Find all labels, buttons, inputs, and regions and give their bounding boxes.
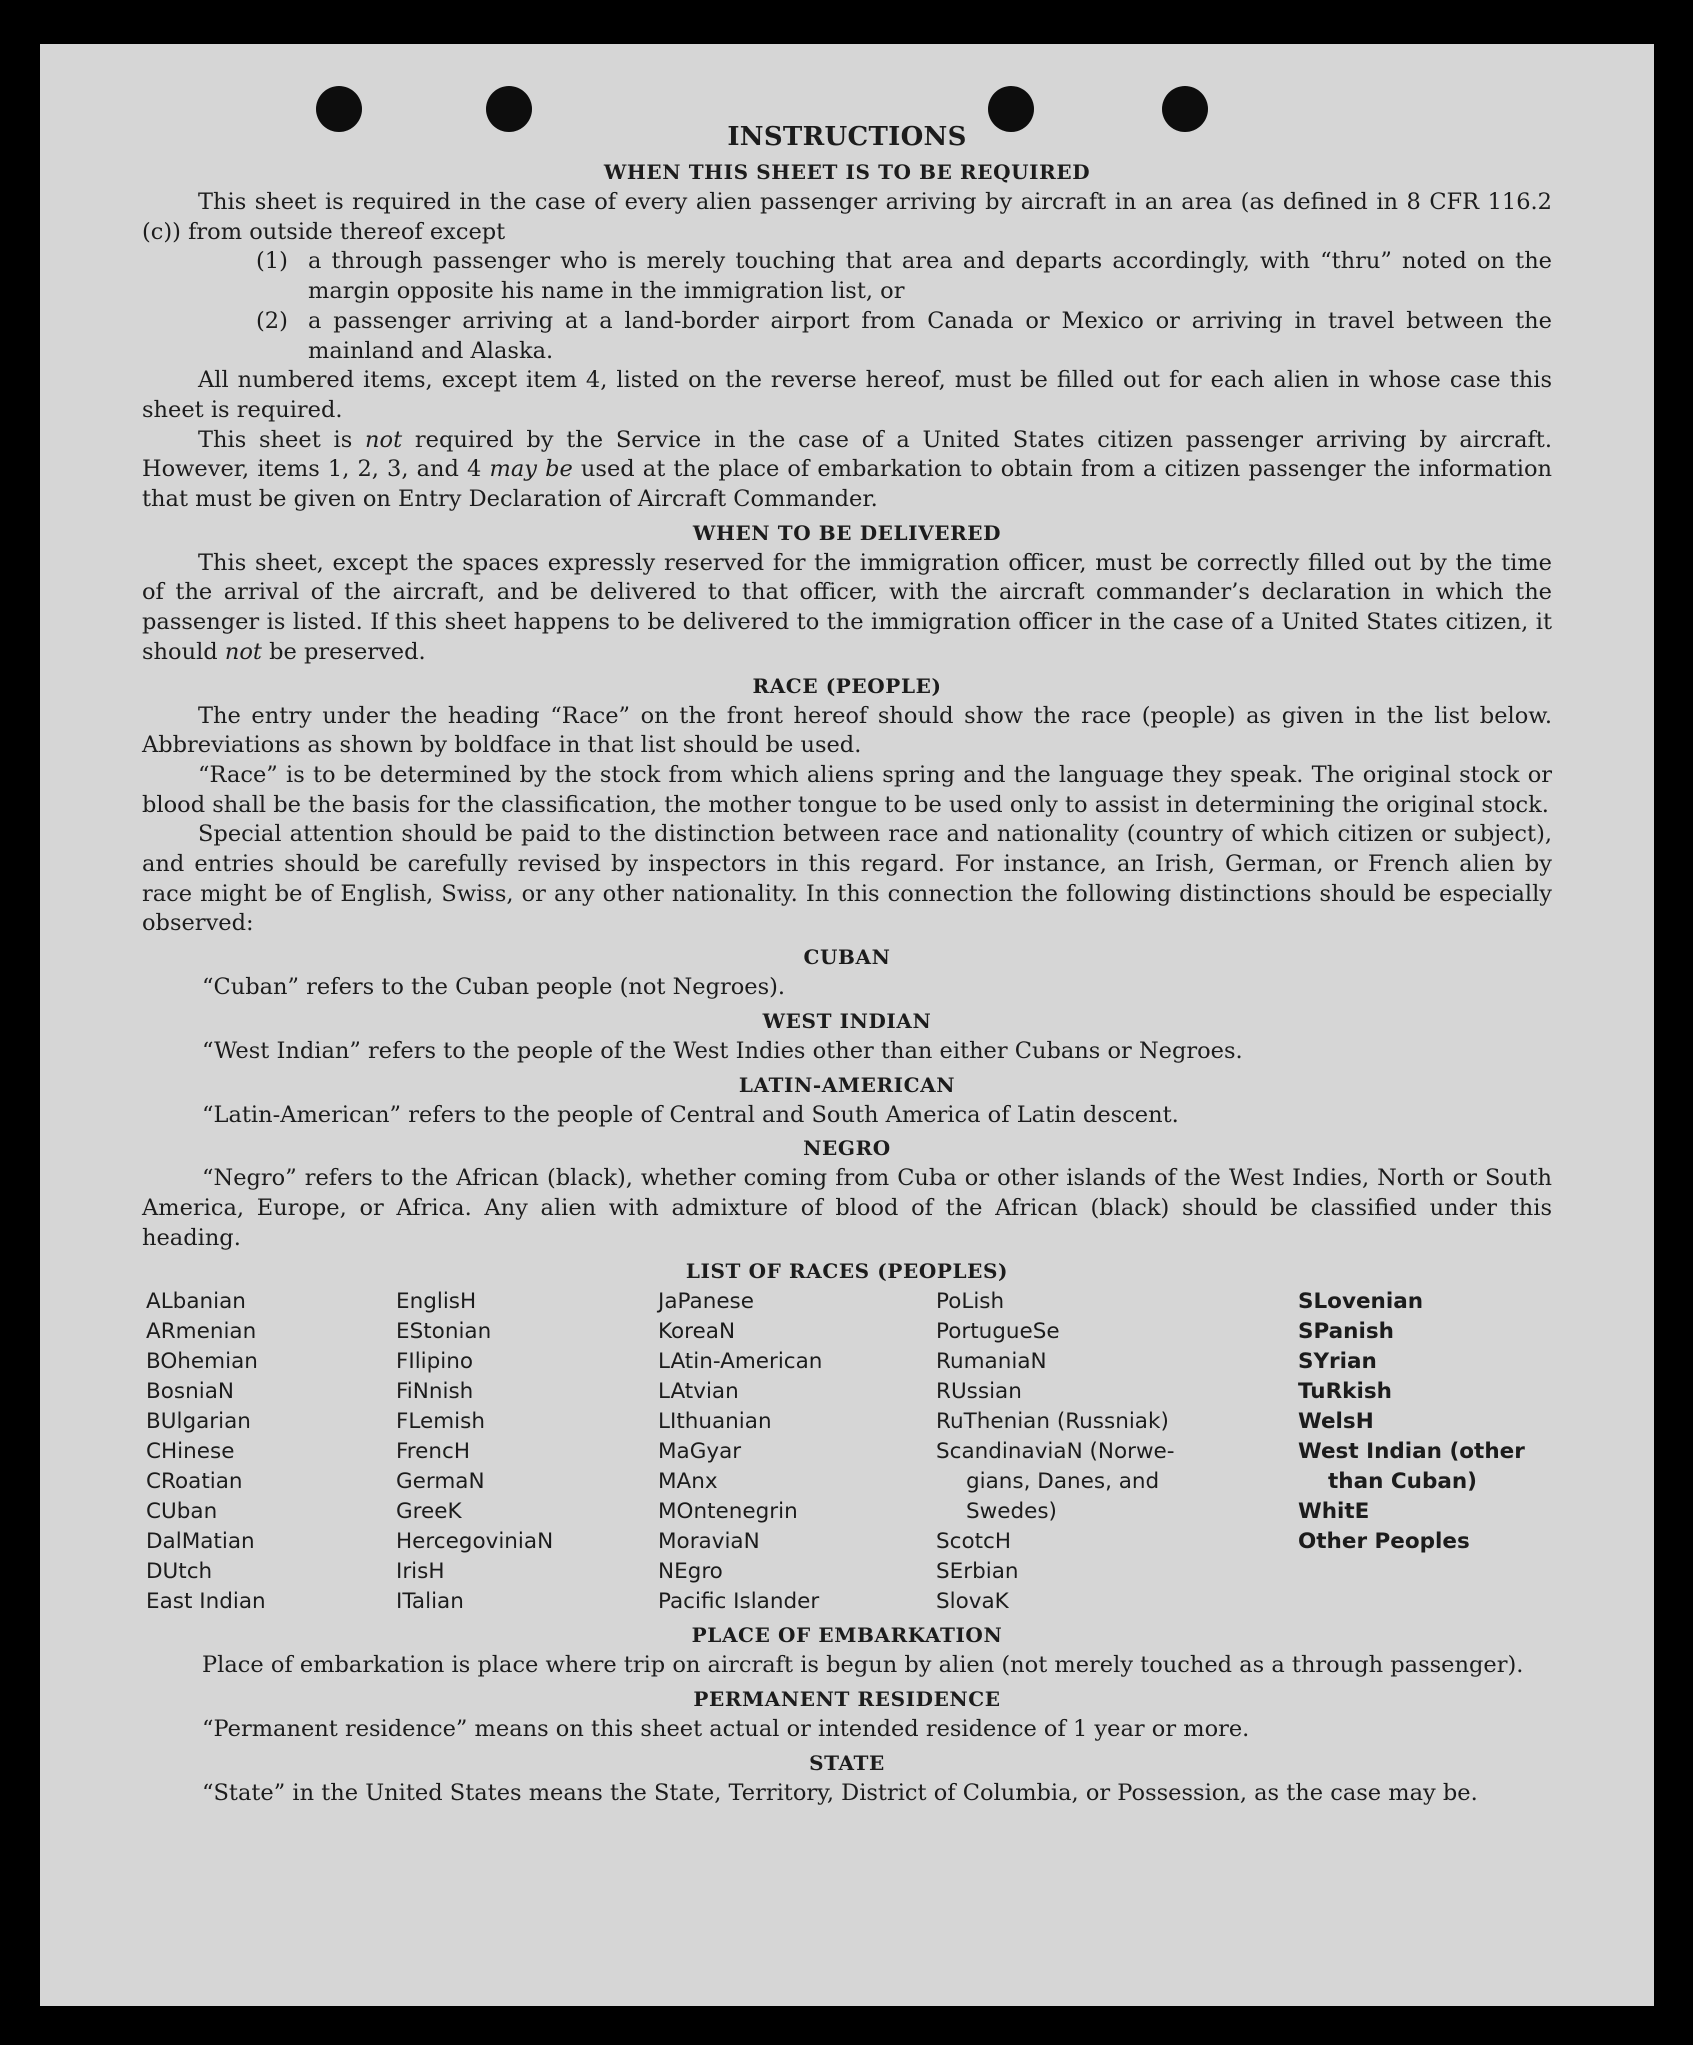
race-entry: PortugueSe <box>936 1319 1060 1345</box>
race-entry: SPanish <box>1298 1319 1394 1345</box>
race-entry: SErbian <box>936 1559 1019 1585</box>
races-column <box>936 1287 1298 1617</box>
race-entry: BUlgarian <box>146 1409 251 1435</box>
section-heading-embarkation: PLACE OF EMBARKATION <box>691 1623 1003 1648</box>
races-column <box>396 1287 658 1617</box>
race-entry: than Cuban) <box>1328 1469 1477 1495</box>
race-entry: CRoatian <box>146 1469 243 1495</box>
race-entry: WhitE <box>1298 1499 1370 1525</box>
race-entry: DalMatian <box>146 1529 255 1555</box>
races-column <box>146 1287 396 1617</box>
race-entry: EnglisH <box>396 1289 477 1315</box>
race-entry: LAtin-American <box>658 1349 823 1375</box>
paragraph: “Latin-American” refers to the people of Central and South America of Latin descent. <box>202 1101 1179 1128</box>
paragraph: All numbered items, except item 4, listed on the reverse hereof, must be filled out for each alien in whose case this sheet is required. <box>142 367 1552 423</box>
exception-list <box>256 247 1552 366</box>
italic-text: not <box>224 638 262 665</box>
section-heading-negro: NEGRO <box>803 1136 891 1161</box>
race-entry: ARmenian <box>146 1319 257 1345</box>
race-entry: HercegoviniaN <box>396 1529 554 1555</box>
item-text: a passenger arriving at a land-border airport from Canada or Mexico or arriving in travel between the mainland and Alaska. <box>308 307 1552 364</box>
race-entry: East Indian <box>146 1589 266 1615</box>
race-entry: ITalian <box>396 1589 464 1615</box>
races-column <box>658 1287 936 1617</box>
section-heading-latin-american: LATIN-AMERICAN <box>738 1072 956 1097</box>
race-entry: LAtvian <box>658 1379 739 1405</box>
paragraph: Place of embarkation is place where trip on aircraft is begun by alien (not merely touched as a through passenger). <box>202 1652 1524 1679</box>
race-entry: IrisH <box>396 1559 445 1585</box>
item-text: a through passenger who is merely touching that area and departs accordingly, with “thru” noted on the margin opposite his name in the immigration list, or <box>308 248 1552 305</box>
paragraph: “Race” is to be determined by the stock from which aliens spring and the language they speak. The original stock or blood shall be the basis for the classification, the mother tongue to be used only to assist in determining the original stock. <box>142 761 1552 818</box>
race-entry: JaPanese <box>658 1289 754 1315</box>
race-entry: NEgro <box>658 1559 723 1585</box>
section-heading-residence: PERMANENT RESIDENCE <box>693 1687 1001 1712</box>
text-run: This sheet, except the spaces expressly reserved for the immigration officer, must be correctly filled out by the time of the arrival of the aircraft, and be delivered to that officer, with the aircraft commander’s declaration in which the passenger is listed. If this sheet happens to be delivered to the immigration officer in the case of a United States citizen, it should <box>142 549 1552 665</box>
race-entry: CHinese <box>146 1439 235 1465</box>
race-entry: PoLish <box>936 1289 1005 1315</box>
list-item <box>256 247 1552 306</box>
paragraph: “Negro” refers to the African (black), whether coming from Cuba or other islands of the West Indies, North or South America, Europe, or Africa. Any alien with admixture of blood of the African (black) should be classified under this heading. <box>142 1165 1552 1251</box>
paragraph: “West Indian” refers to the people of the West Indies other than either Cubans or Negroes. <box>202 1037 1243 1064</box>
paragraph: The entry under the heading “Race” on the front hereof should show the race (people) as given in the list below. Abbreviations as shown by boldface in that list should be used. <box>142 702 1552 759</box>
race-entry: DUtch <box>146 1559 213 1585</box>
race-entry: FIlipino <box>396 1349 474 1375</box>
paragraph: Special attention should be paid to the distinction between race and nationality (country of which citizen or subject), and entries should be carefully revised by inspectors in this regard. For instance, an Irish, German, or French alien by race might be of English, Swiss, or any other nationality. In this connection the following distinctions should be especially observed: <box>142 821 1552 937</box>
race-entry: LIthuanian <box>658 1409 772 1435</box>
race-entry: MoraviaN <box>658 1529 760 1555</box>
race-entry: GreeK <box>396 1499 462 1525</box>
race-entry: ALbanian <box>146 1289 246 1315</box>
paragraph: This sheet is required in the case of every alien passenger arriving by aircraft in an area (as defined in 8 CFR 116.2 (c)) from outside thereof except <box>142 189 1552 245</box>
race-entry: ScotcH <box>936 1529 1012 1555</box>
item-number: (1) <box>256 248 288 275</box>
paragraph: “Cuban” refers to the Cuban people (not Negroes). <box>202 974 786 1001</box>
text-run: used at the place of embarkation to obtain from a citizen passenger the information that must be given on Entry Declaration of Aircraft Commander. <box>142 456 1552 513</box>
race-entry: KoreaN <box>658 1319 736 1345</box>
paragraph <box>142 426 1552 515</box>
section-heading-list-of-races: LIST OF RACES (PEOPLES) <box>685 1259 1009 1284</box>
italic-text: not <box>365 426 403 453</box>
section-heading-when-delivered: WHEN TO BE DELIVERED <box>692 520 1002 545</box>
section-heading-state: STATE <box>809 1750 885 1775</box>
race-entry: BOhemian <box>146 1349 258 1375</box>
race-entry: EStonian <box>396 1319 492 1345</box>
race-entry: MAnx <box>658 1469 718 1495</box>
race-entry: BosniaN <box>146 1379 234 1405</box>
section-heading-race: RACE (PEOPLE) <box>752 673 942 698</box>
text-run: be preserved. <box>261 638 426 665</box>
paragraph <box>142 549 1552 668</box>
section-heading-west-indian: WEST INDIAN <box>762 1008 932 1033</box>
italic-text: may be <box>489 456 573 483</box>
race-entry: FiNnish <box>396 1379 474 1405</box>
race-entry: gians, Danes, and <box>966 1469 1160 1495</box>
race-entry: RuThenian (Russniak) <box>936 1409 1169 1435</box>
race-entry: SYrian <box>1298 1349 1377 1375</box>
text-run: This sheet is <box>198 426 366 453</box>
race-entry: Other Peoples <box>1298 1529 1470 1555</box>
paragraph: “Permanent residence” means on this sheet actual or intended residence of 1 year or more. <box>202 1716 1250 1743</box>
races-list <box>142 1287 1552 1617</box>
race-entry: FLemish <box>396 1409 485 1435</box>
race-entry: Pacific Islander <box>658 1589 820 1615</box>
race-entry: Swedes) <box>966 1499 1057 1525</box>
page-title: INSTRUCTIONS <box>727 122 967 152</box>
list-item <box>256 307 1552 366</box>
item-number: (2) <box>256 307 288 334</box>
document-page <box>40 44 1654 2006</box>
race-entry: TuRkish <box>1298 1379 1392 1405</box>
race-entry: SLovenian <box>1298 1289 1424 1315</box>
race-entry: ScandinaviaN (Norwe- <box>936 1439 1175 1465</box>
race-entry: MOntenegrin <box>658 1499 798 1525</box>
race-entry: MaGyar <box>658 1439 742 1465</box>
race-entry: CUban <box>146 1499 218 1525</box>
race-entry: RumaniaN <box>936 1349 1047 1375</box>
section-heading-when-required: WHEN THIS SHEET IS TO BE REQUIRED <box>603 160 1091 184</box>
race-entry: West Indian (other <box>1298 1439 1525 1465</box>
race-entry: WelsH <box>1298 1409 1374 1435</box>
race-entry: SlovaK <box>936 1589 1009 1615</box>
races-column <box>1298 1287 1548 1617</box>
text-run: required by the Service in the case of a United States citizen passenger arriving by aircraft. However, items 1, 2, 3, and 4 <box>142 426 1553 483</box>
race-entry: GermaN <box>396 1469 485 1495</box>
paragraph: “State” in the United States means the State, Territory, District of Columbia, or Possession, as the case may be. <box>202 1779 1478 1806</box>
section-heading-cuban: CUBAN <box>803 945 891 970</box>
race-entry: RUssian <box>936 1379 1022 1405</box>
instructions-content <box>142 122 1552 1809</box>
race-entry: FrencH <box>396 1439 471 1465</box>
